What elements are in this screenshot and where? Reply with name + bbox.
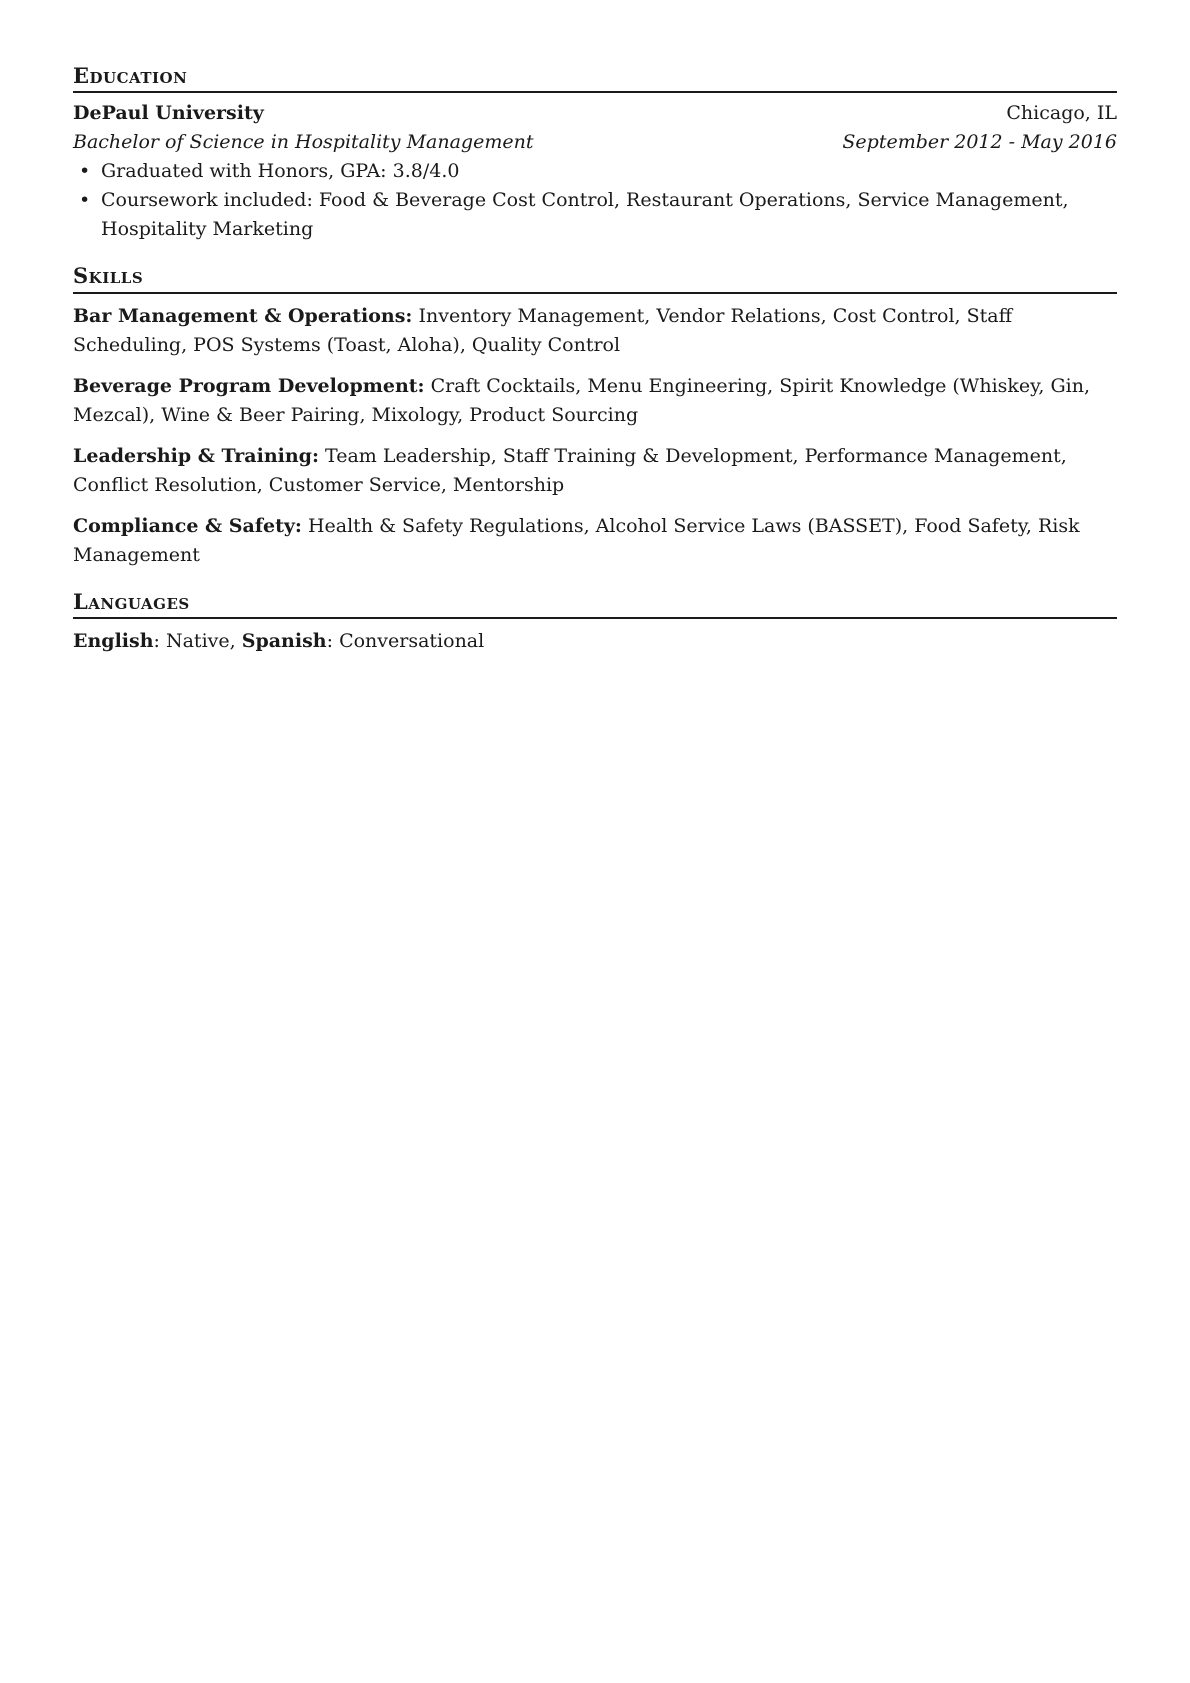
education-bullet-item: • Graduated with Honors, GPA: 3.8/4.0	[101, 157, 1117, 186]
skill-entry	[73, 512, 1117, 570]
skill-label: Bar Management & Operations:	[73, 304, 413, 327]
skill-label: Compliance & Safety:	[73, 514, 302, 537]
languages-section	[73, 588, 1117, 656]
education-section	[73, 62, 1117, 244]
language-separator: :	[326, 629, 340, 652]
education-bullets	[73, 157, 1117, 244]
skills-heading: Skills	[73, 262, 1117, 293]
education-heading: Education	[73, 62, 1117, 93]
degree-row	[73, 128, 1117, 157]
skills-section	[73, 262, 1117, 569]
skill-text: Craft Cocktails, Menu Engineering, Spirit Knowledge (Whiskey, Gin, Mezcal), Wine & Beer Pairing, Mixology, Product Sourcing	[73, 374, 1090, 426]
degree-dates: September 2012 - May 2016	[842, 131, 1117, 154]
languages-line	[73, 627, 1117, 656]
skill-text: Health & Safety Regulations, Alcohol Service Laws (BASSET), Food Safety, Risk Management	[73, 514, 1080, 566]
institution-location: Chicago, IL	[1006, 102, 1117, 125]
language-level: Native	[165, 629, 230, 652]
language-level: Conversational	[339, 629, 485, 652]
institution-name: DePaul University	[73, 102, 264, 125]
languages-heading: Languages	[73, 588, 1117, 619]
institution-row	[73, 99, 1117, 128]
language-name: English	[73, 629, 154, 652]
skill-entry	[73, 372, 1117, 430]
skill-label: Beverage Program Development:	[73, 374, 425, 397]
skill-text: Inventory Management, Vendor Relations, Cost Control, Staff Scheduling, POS Systems (Toast, Aloha), Quality Control	[73, 304, 1013, 356]
skill-entry	[73, 442, 1117, 500]
education-bullet-item: • Coursework included: Food & Beverage Cost Control, Restaurant Operations, Service Management, Hospitality Marketing	[101, 186, 1117, 244]
degree-title: Bachelor of Science in Hospitality Management	[73, 131, 534, 154]
skill-text: Team Leadership, Staff Training & Development, Performance Management, Conflict Resolution, Customer Service, Mentorship	[73, 444, 1067, 496]
skill-label: Leadership & Training:	[73, 444, 319, 467]
skill-entry	[73, 302, 1117, 360]
language-trail: ,	[229, 629, 242, 652]
language-separator: :	[153, 629, 166, 652]
language-name: Spanish	[241, 629, 327, 652]
